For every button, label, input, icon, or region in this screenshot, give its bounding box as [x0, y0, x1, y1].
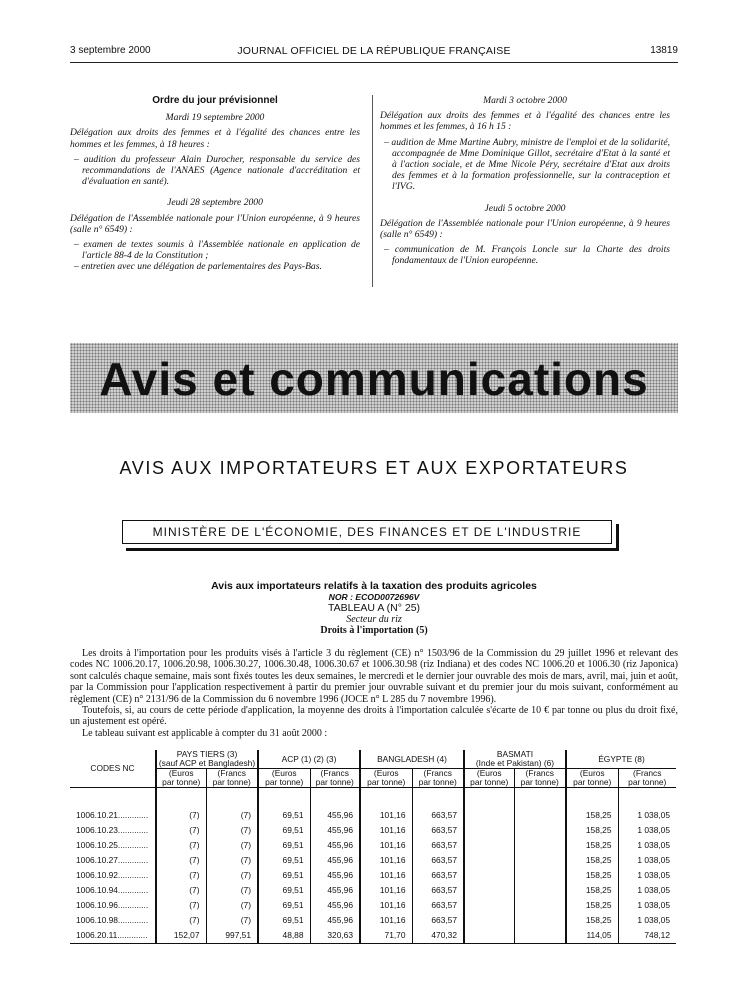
value-cell	[464, 808, 514, 823]
value-cell: (7)	[156, 838, 206, 853]
ministry-name: MINISTÈRE DE L'ÉCONOMIE, DES FINANCES ET DE L'INDUSTRIE	[152, 525, 582, 539]
value-cell: (7)	[156, 853, 206, 868]
agenda-paragraph: Délégation de l'Assemblée nationale pour l'Union européenne, à 9 heures (salle n° 6549) :	[380, 217, 670, 241]
value-cell	[514, 868, 566, 883]
nor-reference: NOR : ECOD0072696V	[328, 592, 420, 602]
group-header-line: BASMATI	[496, 749, 534, 759]
value-cell	[464, 883, 514, 898]
unit-header	[206, 769, 258, 788]
spacer-cell	[618, 788, 676, 809]
value-cell	[514, 883, 566, 898]
value-cell	[514, 808, 566, 823]
value-cell: 69,51	[258, 868, 310, 883]
spacer-cell	[156, 788, 206, 809]
value-cell: 663,57	[412, 853, 464, 868]
value-cell: 158,25	[566, 808, 618, 823]
running-header	[70, 45, 678, 61]
codes-header: CODES NC	[70, 750, 156, 788]
value-cell	[464, 823, 514, 838]
table-body	[70, 788, 676, 944]
value-cell: 455,96	[310, 808, 360, 823]
agenda-date: Mardi 19 septembre 2000	[165, 112, 265, 124]
body-paragraph: Le tableau suivant est applicable à compter du 31 août 2000 :	[82, 727, 328, 739]
group-header-row	[70, 750, 676, 769]
value-cell: 455,96	[310, 883, 360, 898]
table-label: TABLEAU A (N° 25)	[327, 602, 421, 614]
value-cell: 158,25	[566, 853, 618, 868]
code-cell: 1006.10.23.............	[76, 825, 149, 835]
section-banner	[70, 343, 678, 413]
table-row	[70, 898, 676, 913]
group-header	[464, 750, 566, 769]
value-cell: (7)	[206, 808, 258, 823]
value-cell: 663,57	[412, 838, 464, 853]
value-cell: 101,16	[360, 808, 412, 823]
agenda-item: – entretien avec une délégation de parlementaires des Pays-Bas.	[74, 261, 322, 273]
value-cell: (7)	[206, 898, 258, 913]
value-cell: 663,57	[412, 808, 464, 823]
value-cell	[464, 898, 514, 913]
unit-header	[156, 769, 206, 788]
table-row	[70, 838, 676, 853]
value-cell: 69,51	[258, 898, 310, 913]
agenda-left-column	[70, 95, 360, 273]
notice-title: Avis aux importateurs relatifs à la taxation des produits agricoles	[211, 580, 537, 592]
value-cell: 455,96	[310, 823, 360, 838]
group-header	[566, 750, 676, 769]
value-cell: (7)	[206, 853, 258, 868]
value-cell: 48,88	[258, 928, 310, 944]
unit-header	[310, 769, 360, 788]
spacer-cell	[464, 788, 514, 809]
value-cell: (7)	[156, 808, 206, 823]
spacer-cell	[566, 788, 618, 809]
spacer-cell	[206, 788, 258, 809]
unit-line: par tonne)	[418, 777, 457, 787]
value-cell: 455,96	[310, 838, 360, 853]
value-cell: 455,96	[310, 853, 360, 868]
agenda-item: – audition du professeur Alain Durocher, responsable du service des recommandations de l'ANAES (Agence nationale d'accréditation et d'évaluation en santé).	[74, 153, 360, 188]
value-cell	[464, 928, 514, 944]
value-cell: 152,07	[156, 928, 206, 944]
group-header-subline: (Inde et Pakistan) (6)	[475, 758, 555, 768]
body-paragraph: Les droits à l'importation pour les produits visés à l'article 3 du règlement (CE) n° 1503/96 de la Commission du 29 juillet 1996 et relevant des codes NC 1006.20.17, 1006.20.98, 1006.30.27, 1006.30.48, 1006.30.67 et 1006.30.98 (riz Indiana) et des codes NC 1006.20 et 1006.30 (riz Japonica) sont calculés chaque semaine, mais sont fixés toutes les deux semaines, le mercredi et le dernier jour ouvrable des mois de mars, avril, mai, juin et août, par la Commission pour l'application respectivement à partir du premier jour ouvrable suivant et du premier jour du mois suivant, conformément au règlement (CE) n° 2131/96 de la Commission du 6 novembre 1996 (JOCE n° L 285 du 7 novembre 1996).	[70, 648, 678, 705]
table-row	[70, 808, 676, 823]
spacer-cell	[412, 788, 464, 809]
value-cell: 663,57	[412, 883, 464, 898]
agenda-item: – examen de textes soumis à l'Assemblée nationale en application de l'article 88-4 de la Constitution ;	[74, 239, 360, 262]
banner-title: Avis et communications	[99, 353, 649, 405]
value-cell: 101,16	[360, 913, 412, 928]
unit-line: (Francs	[525, 768, 554, 778]
issue-date: 3 septembre 2000	[70, 45, 151, 56]
unit-header	[514, 769, 566, 788]
unit-header	[258, 769, 310, 788]
unit-header	[360, 769, 412, 788]
agenda-date: Jeudi 28 septembre 2000	[167, 197, 263, 209]
unit-line: (Euros	[271, 768, 297, 778]
value-cell	[514, 823, 566, 838]
value-cell: 1 038,05	[618, 808, 676, 823]
code-cell: 1006.10.94.............	[76, 885, 149, 895]
unit-line: (Euros	[579, 768, 605, 778]
unit-line: par tonne)	[162, 777, 201, 787]
value-cell: 470,32	[412, 928, 464, 944]
unit-line: (Euros	[168, 768, 194, 778]
value-cell: 663,57	[412, 868, 464, 883]
value-cell: (7)	[206, 868, 258, 883]
value-cell	[514, 898, 566, 913]
unit-line: (Francs	[217, 768, 246, 778]
agenda-date: Mardi 3 octobre 2000	[483, 95, 567, 106]
agenda-paragraph: Délégation de l'Assemblée nationale pour l'Union européenne, à 9 heures (salle n° 6549) :	[70, 212, 360, 235]
value-cell: 455,96	[310, 868, 360, 883]
body-paragraph: Toutefois, si, au cours de cette période d'application, la moyenne des droits à l'importation calculée s'écarte de 10 € par tonne ou plus du droit fixé, un ajustement est opéré.	[70, 705, 678, 728]
group-header-line: PAYS TIERS (3)	[176, 749, 238, 759]
value-cell: 1 038,05	[618, 853, 676, 868]
group-header-line: ÉGYPTE (8)	[598, 753, 645, 764]
unit-line: par tonne)	[520, 777, 559, 787]
table-row	[70, 883, 676, 898]
value-cell: (7)	[156, 913, 206, 928]
group-header	[360, 750, 464, 769]
agenda-item: – communication de M. François Loncle sur la Charte des droits fondamentaux de l'Union européenne.	[384, 244, 670, 267]
notice-body	[70, 648, 678, 739]
unit-header	[618, 769, 676, 788]
value-cell: 158,25	[566, 838, 618, 853]
value-cell: 71,70	[360, 928, 412, 944]
value-cell: 101,16	[360, 838, 412, 853]
value-cell: (7)	[156, 823, 206, 838]
value-cell: 1 038,05	[618, 913, 676, 928]
table-row	[70, 928, 676, 944]
value-cell: 158,25	[566, 868, 618, 883]
value-cell: (7)	[206, 883, 258, 898]
agenda-right-column	[380, 95, 670, 267]
unit-line: par tonne)	[265, 777, 304, 787]
spacer-cell	[360, 788, 412, 809]
value-cell: 663,57	[412, 898, 464, 913]
unit-line: par tonne)	[315, 777, 354, 787]
table-row	[70, 823, 676, 838]
spacer-cell	[70, 788, 156, 809]
value-cell	[464, 853, 514, 868]
unit-line: (Euros	[476, 768, 502, 778]
value-cell: (7)	[156, 883, 206, 898]
value-cell: 69,51	[258, 883, 310, 898]
value-cell	[464, 913, 514, 928]
code-cell: 1006.10.98.............	[76, 915, 149, 925]
unit-line: par tonne)	[470, 777, 509, 787]
code-cell: 1006.20.11.............	[70, 928, 156, 944]
agenda-heading: Ordre du jour prévisionnel	[152, 95, 278, 106]
code-cell: 1006.10.27.............	[76, 855, 149, 865]
unit-header	[412, 769, 464, 788]
group-header-line: BANGLADESH (4)	[377, 753, 447, 764]
code-cell: 1006.10.96.............	[76, 900, 149, 910]
spacer-row	[70, 788, 676, 809]
table-row	[70, 868, 676, 883]
value-cell	[514, 913, 566, 928]
value-cell: 1 038,05	[618, 883, 676, 898]
group-header	[156, 750, 258, 769]
code-cell: 1006.10.25.............	[76, 840, 149, 850]
value-cell: 663,57	[412, 823, 464, 838]
value-cell: 455,96	[310, 898, 360, 913]
ministry-box	[122, 520, 614, 546]
spacer-cell	[514, 788, 566, 809]
journal-title: JOURNAL OFFICIEL DE LA RÉPUBLIQUE FRANÇAISE	[237, 45, 511, 57]
value-cell: (7)	[206, 913, 258, 928]
unit-line: par tonne)	[573, 777, 612, 787]
value-cell: 320,63	[310, 928, 360, 944]
value-cell: 663,57	[412, 913, 464, 928]
code-cell: 1006.10.21.............	[76, 810, 149, 820]
value-cell: 997,51	[206, 928, 258, 944]
agenda-item: – audition de Mme Martine Aubry, ministre de l'emploi et de la solidarité, accompagnée de Mme Dominique Gillot, secrétaire d'Etat à la santé et à l'action sociale, et de Mme Nicole Péry, secrétaire d'Etat aux droits des femmes et à la formation professionnelle, sur la contraception et l'IVG.	[384, 136, 670, 193]
value-cell: 101,16	[360, 868, 412, 883]
value-cell: 101,16	[360, 823, 412, 838]
value-cell: 158,25	[566, 898, 618, 913]
value-cell: 1 038,05	[618, 898, 676, 913]
value-cell: 69,51	[258, 823, 310, 838]
value-cell	[464, 868, 514, 883]
table-row	[70, 853, 676, 868]
unit-header-row	[70, 769, 676, 788]
table-row	[70, 913, 676, 928]
agenda-paragraph: Délégation aux droits des femmes et à l'égalité des chances entre les hommes et les femmes, à 16 h 15 :	[380, 110, 670, 133]
value-cell: 748,12	[618, 928, 676, 944]
value-cell: 158,25	[566, 823, 618, 838]
unit-header	[464, 769, 514, 788]
section-title: AVIS AUX IMPORTATEURS ET AUX EXPORTATEURS	[119, 458, 629, 478]
sector-label: Secteur du riz	[346, 614, 402, 625]
value-cell: 101,16	[360, 883, 412, 898]
value-cell	[464, 838, 514, 853]
value-cell: 114,05	[566, 928, 618, 944]
value-cell	[514, 838, 566, 853]
unit-line: par tonne)	[212, 777, 251, 787]
value-cell: (7)	[156, 868, 206, 883]
value-cell: 1 038,05	[618, 868, 676, 883]
page-number: 13819	[650, 45, 678, 56]
value-cell: 158,25	[566, 913, 618, 928]
value-cell: 1 038,05	[618, 823, 676, 838]
value-cell	[514, 928, 566, 944]
import-duties-table	[70, 750, 676, 944]
spacer-cell	[258, 788, 310, 809]
spacer-cell	[310, 788, 360, 809]
value-cell: 69,51	[258, 853, 310, 868]
duties-label: Droits à l'importation (5)	[320, 625, 428, 636]
unit-line: par tonne)	[628, 777, 667, 787]
value-cell: 101,16	[360, 898, 412, 913]
value-cell: (7)	[206, 823, 258, 838]
column-separator	[372, 95, 373, 287]
unit-line: (Euros	[373, 768, 399, 778]
value-cell: 455,96	[310, 913, 360, 928]
group-header-line: ACP (1) (2) (3)	[281, 753, 337, 764]
notice-titles	[70, 580, 678, 636]
value-cell: (7)	[156, 898, 206, 913]
value-cell: 101,16	[360, 853, 412, 868]
group-header-subline: (sauf ACP et Bangladesh)	[158, 758, 256, 768]
value-cell: 69,51	[258, 808, 310, 823]
group-header	[258, 750, 360, 769]
agenda-paragraph: Délégation aux droits des femmes et à l'égalité des chances entre les hommes et les femmes, à 18 heures :	[70, 127, 360, 150]
header-rule	[70, 62, 678, 63]
value-cell: (7)	[206, 838, 258, 853]
value-cell: 1 038,05	[618, 838, 676, 853]
unit-line: (Francs	[320, 768, 349, 778]
agenda-date: Jeudi 5 octobre 2000	[484, 202, 566, 214]
value-cell	[514, 853, 566, 868]
value-cell: 69,51	[258, 913, 310, 928]
unit-line: (Francs	[423, 768, 452, 778]
value-cell: 158,25	[566, 883, 618, 898]
value-cell: 69,51	[258, 838, 310, 853]
unit-header	[566, 769, 618, 788]
unit-line: (Francs	[633, 768, 662, 778]
code-cell: 1006.10.92.............	[76, 870, 149, 880]
unit-line: par tonne)	[367, 777, 406, 787]
